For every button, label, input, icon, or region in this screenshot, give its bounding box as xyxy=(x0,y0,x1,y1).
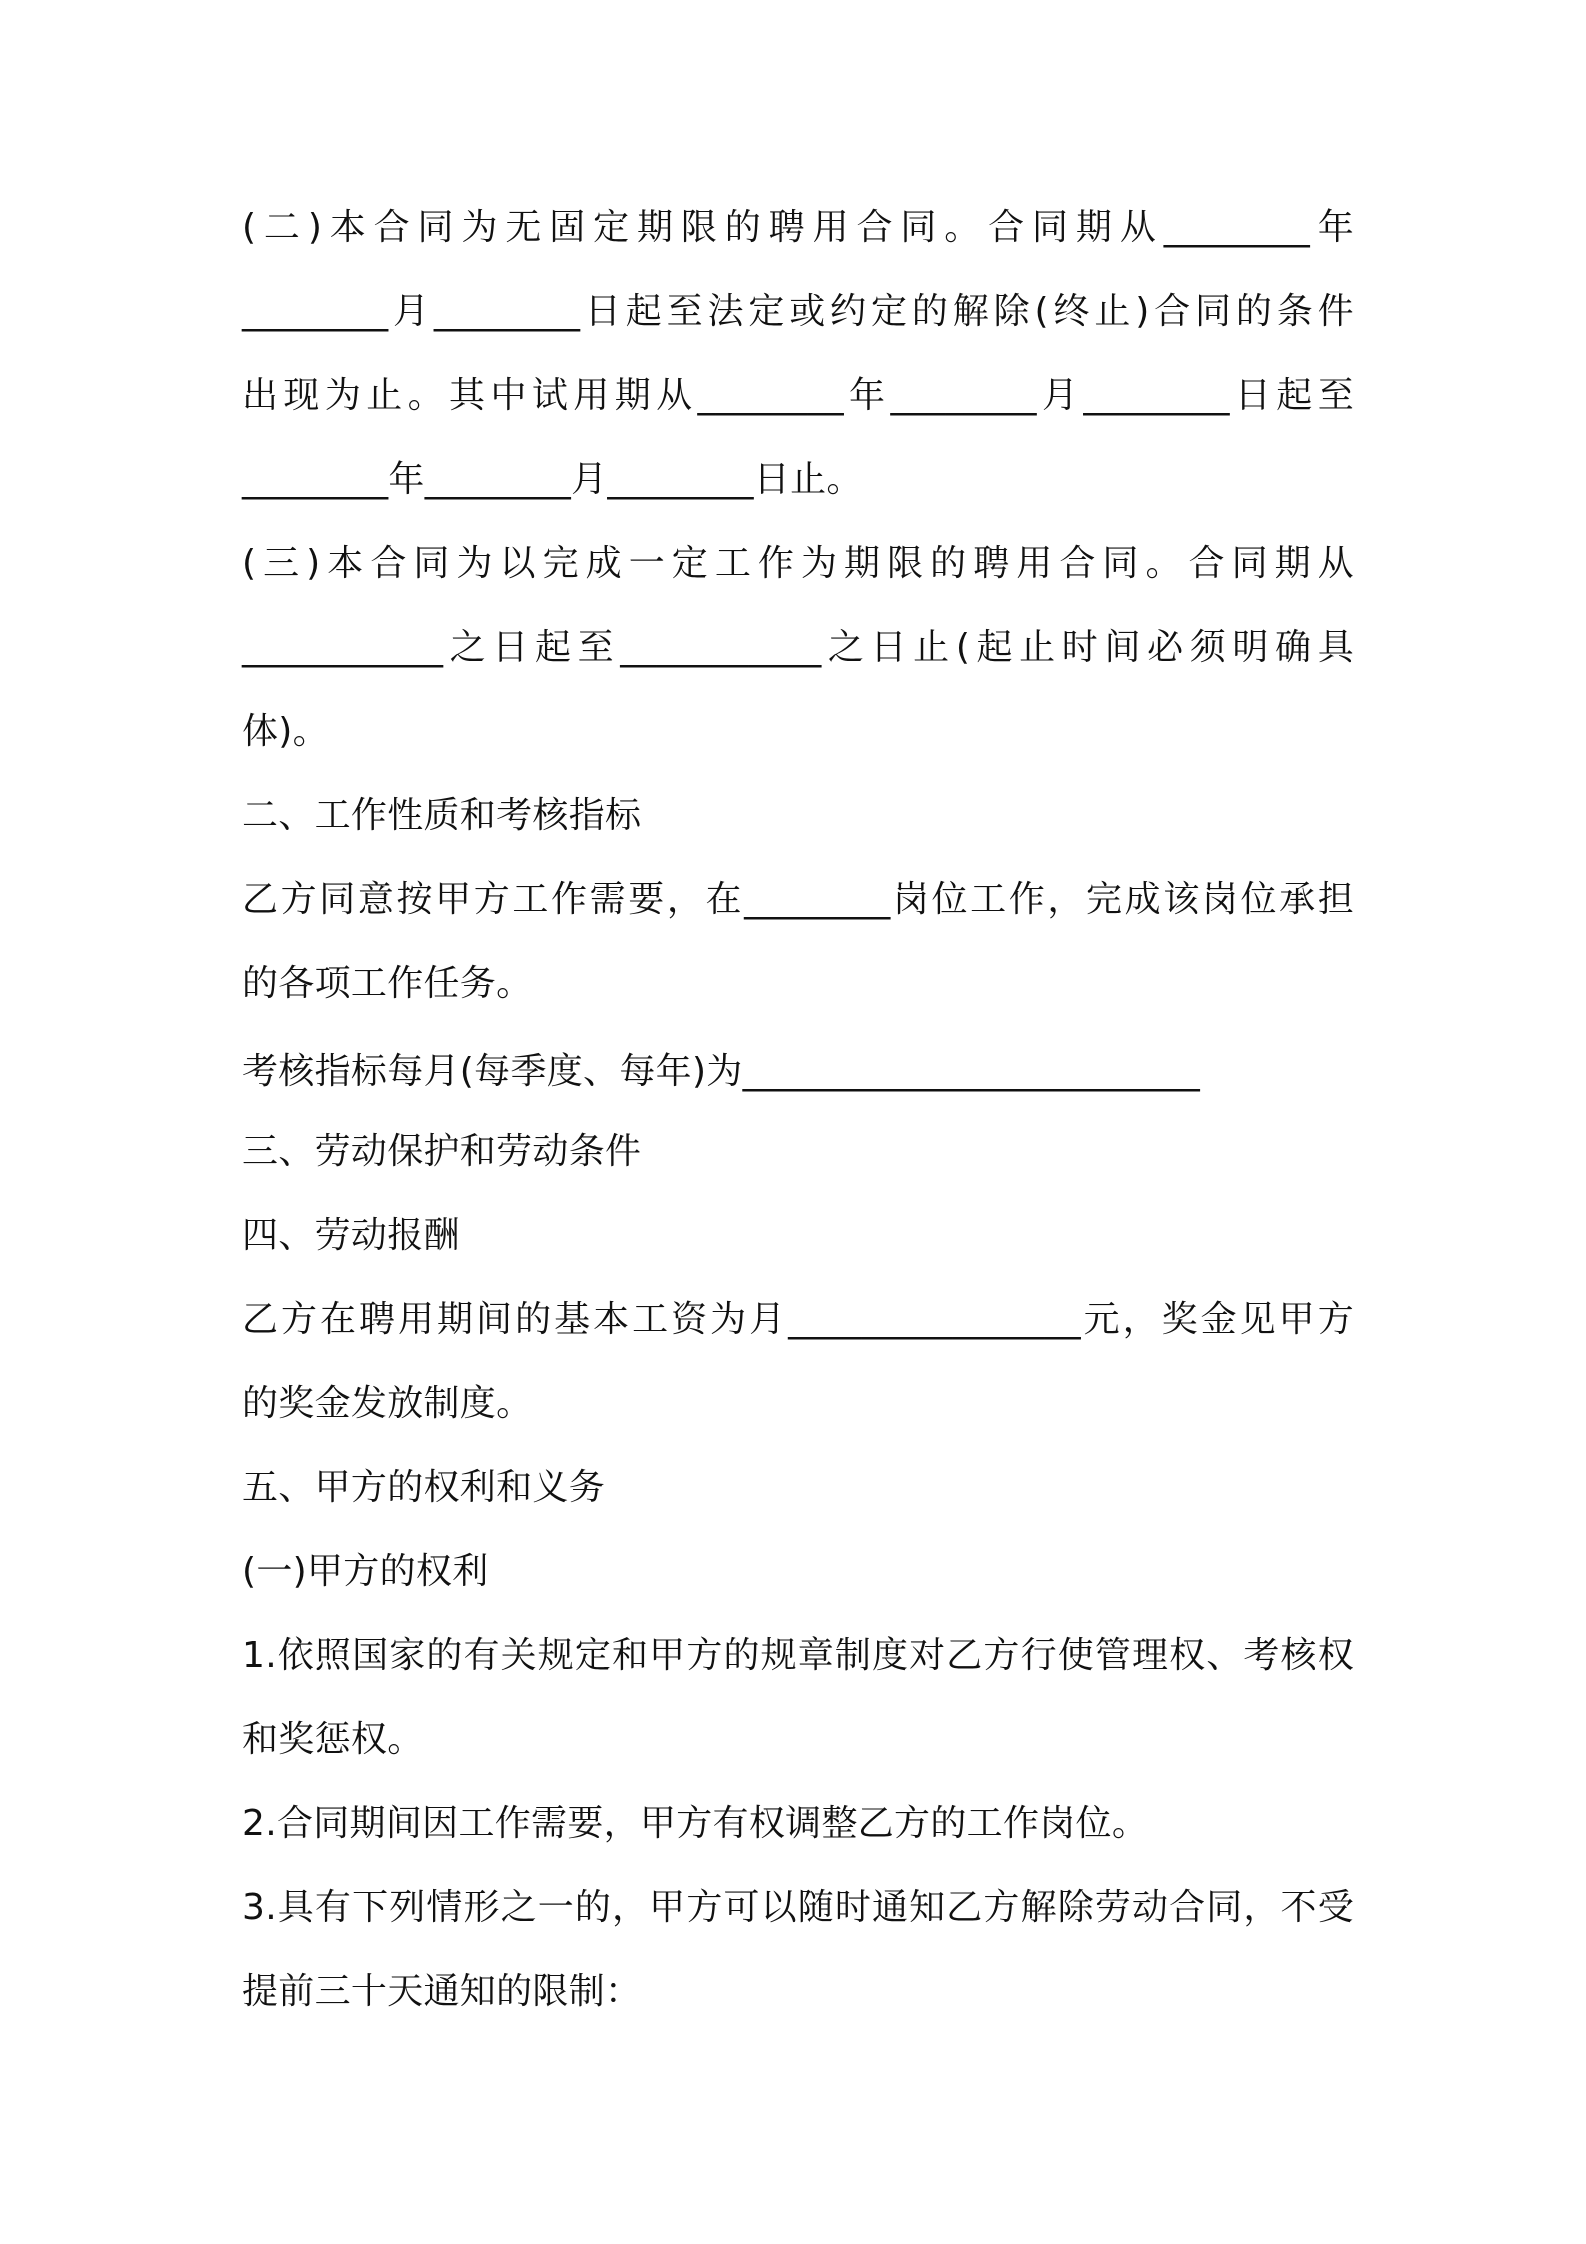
paragraph-line: 出现为止。其中试用期从________年________月________日起至 xyxy=(242,375,1354,416)
subsection-heading: (一)甲方的权利 xyxy=(242,1551,489,1592)
section-heading: 四、劳动报酬 xyxy=(242,1215,460,1256)
paragraph-line: (三)本合同为以完成一定工作为期限的聘用合同。合同期从 xyxy=(242,543,1354,584)
paragraph-line: ________月________日起至法定或约定的解除(终止)合同的条件 xyxy=(242,291,1354,332)
paragraph-line: 考核指标每月(每季度、每年)为_________________________ xyxy=(242,1051,1201,1092)
paragraph-line: 乙方在聘用期间的基本工资为月________________元，奖金见甲方 xyxy=(242,1299,1354,1340)
paragraph-line: 乙方同意按甲方工作需要，在________岗位工作，完成该岗位承担 xyxy=(242,879,1354,920)
paragraph-line: ___________之日起至___________之日止(起止时间必须明确具 xyxy=(242,627,1354,668)
section-heading: 五、甲方的权利和义务 xyxy=(242,1467,606,1508)
section-heading: 三、劳动保护和劳动条件 xyxy=(242,1131,642,1172)
paragraph-line: 3.具有下列情形之一的，甲方可以随时通知乙方解除劳动合同，不受 xyxy=(242,1887,1354,1928)
document-page xyxy=(242,0,1354,2244)
paragraph-line: 1.依照国家的有关规定和甲方的规章制度对乙方行使管理权、考核权 xyxy=(242,1635,1354,1676)
paragraph-line: (二)本合同为无固定期限的聘用合同。合同期从________年 xyxy=(242,207,1354,248)
paragraph-line: 2.合同期间因工作需要，甲方有权调整乙方的工作岗位。 xyxy=(242,1803,1149,1844)
paragraph-line: 的各项工作任务。 xyxy=(242,963,533,1004)
section-heading: 二、工作性质和考核指标 xyxy=(242,795,642,836)
paragraph-line: 提前三十天通知的限制： xyxy=(242,1971,642,2012)
paragraph-line: 体)。 xyxy=(242,711,329,752)
paragraph-line: 的奖金发放制度。 xyxy=(242,1383,533,1424)
paragraph-line: 和奖惩权。 xyxy=(242,1719,424,1760)
paragraph-line: ________年________月________日止。 xyxy=(242,459,863,500)
